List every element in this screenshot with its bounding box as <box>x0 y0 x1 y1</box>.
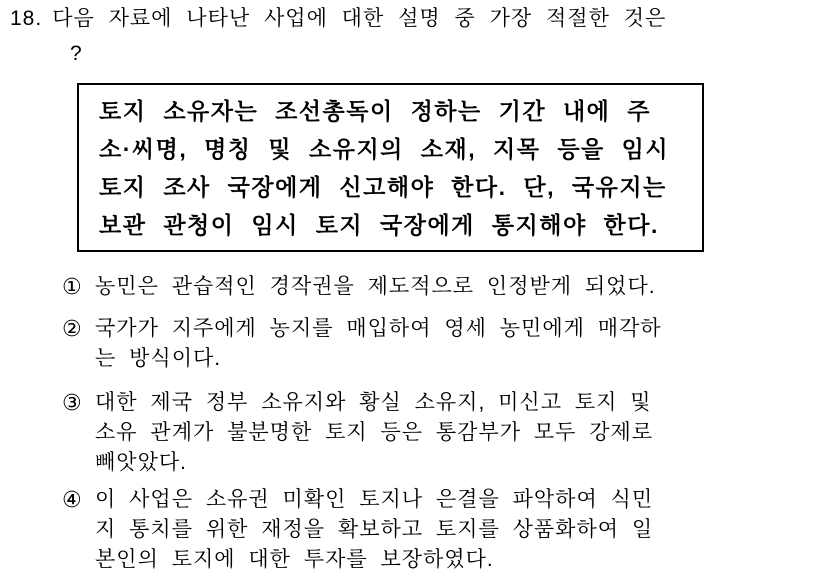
source-line: 토지 소유자는 조선총독이 정하는 기간 내에 주 <box>99 98 651 124</box>
option-1-number: ① <box>62 274 83 299</box>
answer-options <box>62 272 812 575</box>
question-header <box>10 6 810 67</box>
question-text-line2: ? <box>70 42 83 65</box>
option-3-text: 대한 제국 정부 소유지와 황실 소유지, 미신고 토지 및 소유 관계가 불분명한 토지 등은 통감부가 모두 강제로 빼앗았다. <box>95 391 654 474</box>
option-4 <box>62 485 812 575</box>
source-line: 토지 조사 국장에게 신고해야 한다. 단, 국유지는 <box>99 174 667 200</box>
option-2-text: 국가가 지주에게 농지를 매입하여 영세 농민에게 매각하 는 방식이다. <box>95 317 662 370</box>
option-3-number: ③ <box>62 390 83 415</box>
option-1 <box>62 272 812 302</box>
option-2 <box>62 314 812 374</box>
question-text: 다음 자료에 나타난 사업에 대한 설명 중 가장 적절한 것은 <box>52 7 667 30</box>
option-4-text: 이 사업은 소유권 미확인 토지나 은결을 파악하여 식민 지 통치를 위한 재정을 확보하고 토지를 상품화하여 일 본인의 토지에 대한 투자를 보장하였다. <box>95 488 654 571</box>
source-material-box <box>77 83 704 252</box>
option-1-text: 농민은 관습적인 경작권을 제도적으로 인정받게 되었다. <box>95 275 656 298</box>
source-line: 보관 관청이 임시 토지 국장에게 통지해야 한다. <box>99 212 659 238</box>
source-line: 소·씨명, 명칭 및 소유지의 소재, 지목 등을 임시 <box>99 136 670 162</box>
option-4-number: ④ <box>62 487 83 512</box>
option-2-number: ② <box>62 316 83 341</box>
option-3 <box>62 388 812 478</box>
question-number: 18. <box>10 7 43 30</box>
